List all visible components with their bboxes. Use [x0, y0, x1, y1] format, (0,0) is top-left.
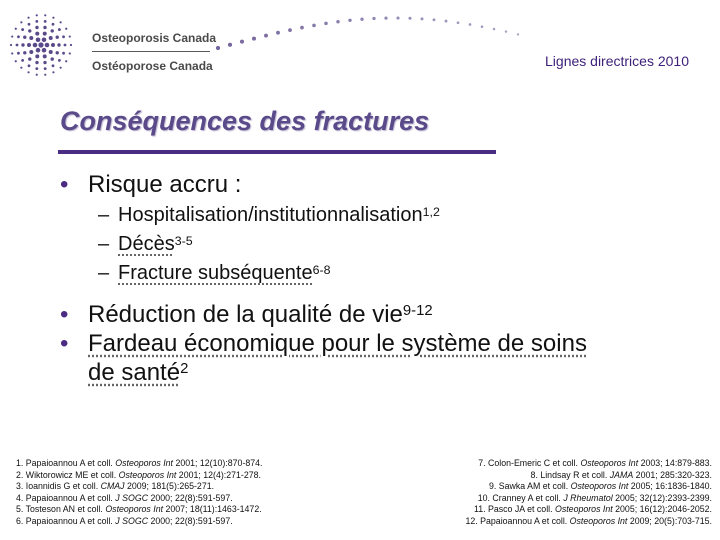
bullet-text-continued: de santé: [88, 359, 181, 386]
osteoporosis-canada-logo-icon: [8, 12, 74, 78]
org-name-divider: [92, 51, 210, 52]
reference: 4. Papaioannou A et coll. J SOGC 2000; 22(8):591-597.: [16, 492, 233, 503]
bullet-text: Réduction de la qualité de vie: [88, 301, 403, 328]
citation-superscript: 3-5: [174, 234, 193, 248]
guidelines-label: Lignes directrices 2010: [545, 53, 689, 69]
org-name-fr: Ostéoporose Canada: [92, 59, 213, 73]
title-underline: [58, 150, 496, 154]
dash-icon: –: [98, 233, 110, 255]
sub-bullet-fracture: [60, 259, 700, 288]
bullet-quality-of-life: [60, 300, 700, 329]
bullet-risk: [60, 170, 700, 199]
reference: 11. Pasco JA et coll. Osteoporos Int 2005; 16(12):2046-2052.: [473, 504, 712, 515]
bullet-economic-burden: [60, 329, 700, 387]
citation-superscript: 6-8: [312, 263, 331, 277]
reference: 12. Papaioannou A et coll. Osteoporos Int 2009; 20(5):703-715.: [465, 515, 712, 526]
dash-icon: –: [98, 204, 110, 226]
reference: 9. Sawka AM et coll. Osteoporos Int 2005; 16:1836-1840.: [488, 481, 712, 492]
sub-bullet-text: Décès: [118, 233, 175, 255]
references-right: [465, 458, 712, 528]
decorative-dots-icon: [212, 8, 532, 56]
citation-superscript: 1,2: [422, 205, 440, 219]
reference: 7. Colon-Emeric C et coll. Osteoporos Int 2003; 14:879-883.: [478, 458, 712, 468]
reference: 8. Lindsay R et coll. JAMA 2001; 285:320-323.: [530, 469, 712, 480]
reference: 5. Tosteson AN et coll. Osteoporos Int 2007; 18(11):1463-1472.: [16, 504, 262, 515]
bullet-text: Risque accru :: [88, 171, 242, 198]
citation-superscript: 2: [180, 361, 189, 377]
sub-bullet-text: Fracture subséquente: [118, 262, 313, 284]
reference: 1. Papaioannou A et coll. Osteoporos Int 2001; 12(10):870-874.: [16, 458, 263, 468]
reference: 6. Papaioannou A et coll. J SOGC 2000; 22(8):591-597.: [16, 515, 233, 526]
bullet-dot-icon: •: [60, 301, 69, 328]
citation-superscript: 9-12: [402, 303, 433, 319]
bullet-dot-icon: •: [60, 171, 69, 198]
org-name-en: Osteoporosis Canada: [92, 31, 217, 45]
bullet-dot-icon: •: [60, 330, 69, 357]
bullet-text: Fardeau économique pour le système de soins: [88, 330, 587, 357]
sub-bullet-deces: [60, 230, 700, 259]
dash-icon: –: [98, 262, 110, 284]
sub-bullet-text: Hospitalisation/institutionnalisation: [118, 204, 423, 226]
sub-bullet-hospitalisation: [60, 201, 700, 230]
bullet-list: [60, 170, 700, 387]
references-left: [16, 458, 263, 528]
slide-title: Conséquences des fractures: [60, 106, 430, 136]
reference: 3. Ioannidis G et coll. CMAJ 2009; 181(5):265-271.: [16, 481, 215, 492]
reference: 10. Cranney A et coll. J Rheumatol 2005; 32(12):2393-2399.: [477, 492, 712, 503]
reference: 2. Wiktorowicz ME et coll. Osteoporos Int 2001; 12(4):271-278.: [16, 469, 261, 480]
